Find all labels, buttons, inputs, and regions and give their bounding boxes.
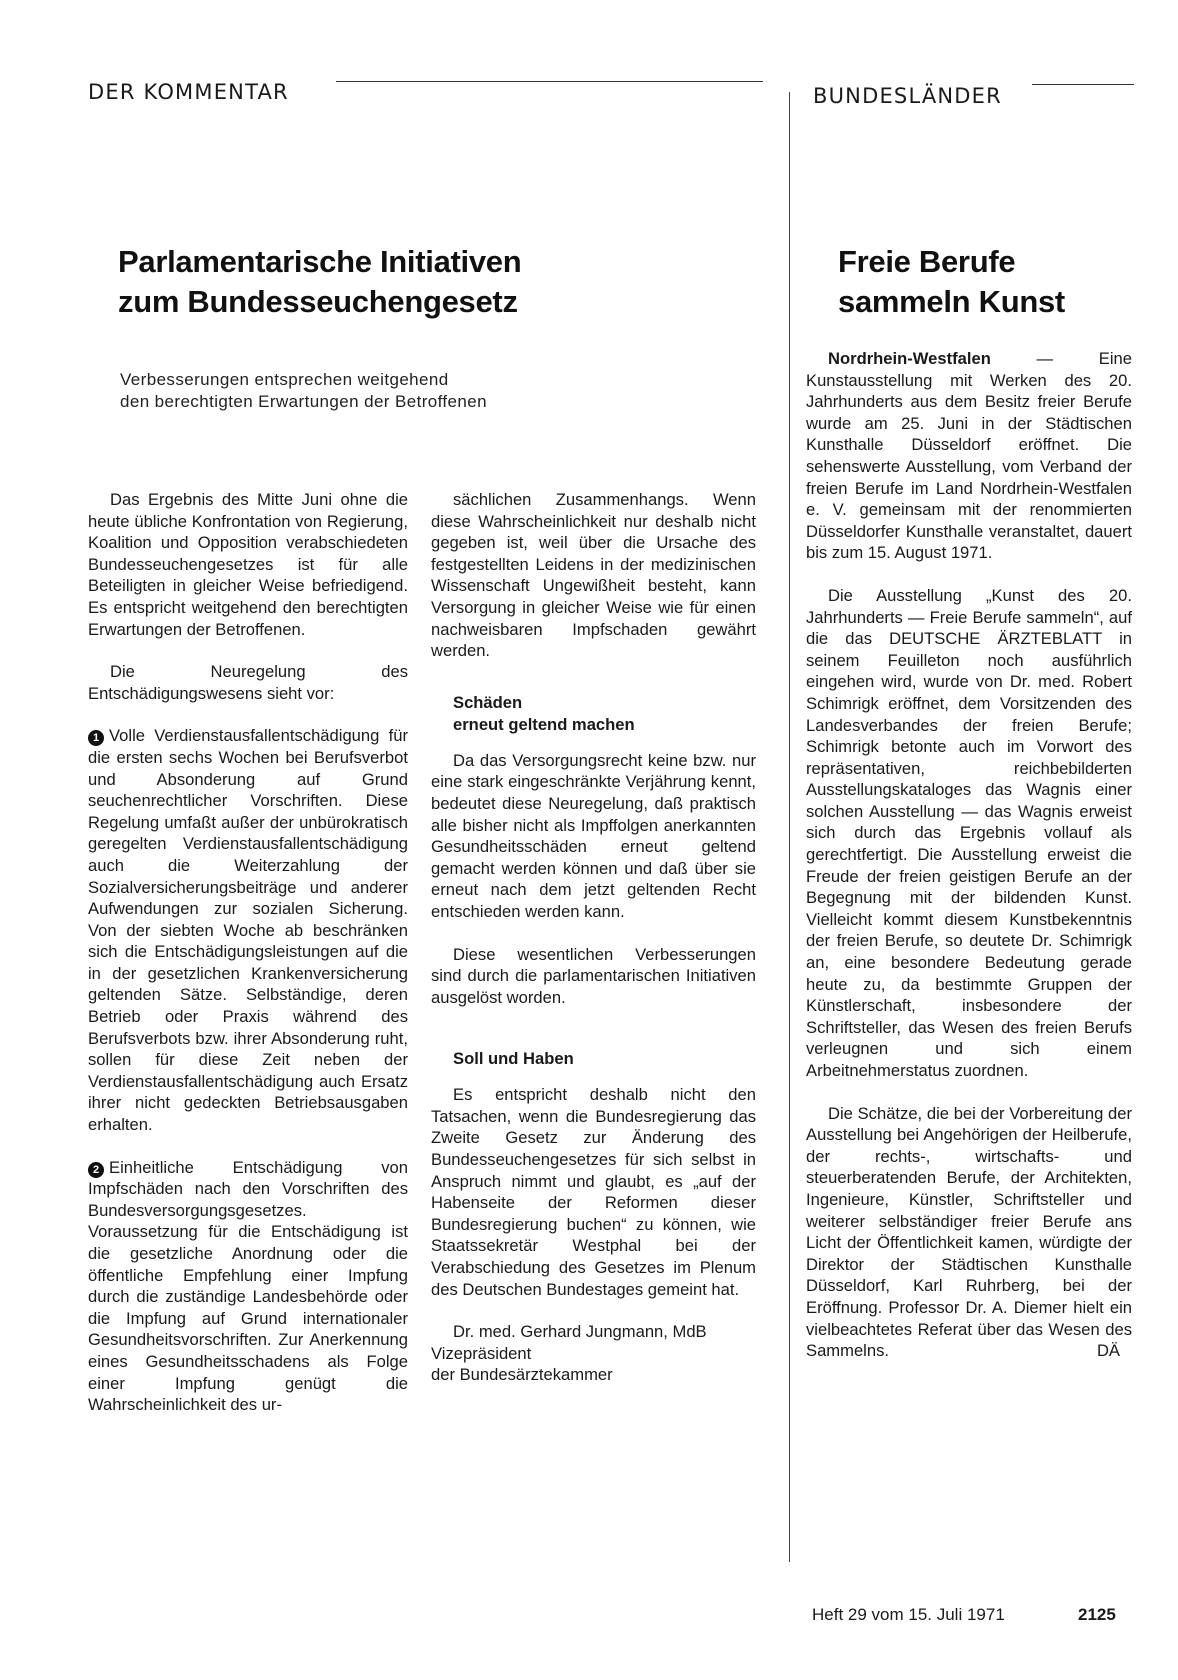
author-signature: Dr. med. Gerhard Jungmann, MdB Vizepräsident der Bundesärztekammer — [431, 1322, 707, 1385]
paragraph — [806, 348, 1132, 564]
article-deck-left: Verbesserungen entsprechen weitgehend den berechtigten Erwartungen der Betroffenen — [120, 370, 487, 411]
paragraph-text: — Eine Kunstausstellung mit Werken des 20. Jahrhunderts aus dem Besitz freier Berufe wurde am 25. Juni in der Städtischen Kunsthalle Düsseldorf eröffnet. Die sehenswerte Ausstellung, vom Verband der freien Berufe im Land Nordrhein-Westfalen e. V. gemeinsam mit der renommierten Düsseldorfer Kunsthalle veranstaltet, dauert bis zum 15. August 1971. — [806, 349, 1132, 563]
number-bullet-icon: 1 — [88, 730, 104, 746]
paragraph: Die Neuregelung des Entschädigungswesens sieht vor: — [88, 662, 408, 703]
dateline: Nordrhein-Westfalen — [828, 349, 991, 368]
list-item — [88, 725, 408, 1135]
paragraph-text: Die Schätze, die bei der Vorbereitung der Ausstellung bei Angehörigen der Heilberufe, der rechts-, wirtschafts- und steuerberatenden Berufe, der Architekten, Ingenieure, Künstler, Schriftsteller und weiterer selbständiger freier Berufe ans Licht der Öffentlichkeit kamen, würdigte der Direktor der Städtischen Kunsthalle Düsseldorf, Karl Ruhrberg, bei der Eröffnung. Professor Dr. A. Diemer hielt ein vielbeachtetes Referat über das Wesen des Sammelns. — [806, 1103, 1132, 1361]
left-article-column-1 — [88, 489, 408, 1437]
list-item-text: Volle Verdienstausfallentschädigung für die ersten sechs Wochen bei Berufsverbot und Absonderung auf Grund seuchenrechtlicher Vorschriften. Diese Regelung umfaßt außer der unbürokratisch geregelten Verdienstausfallentschädigung auch die Weiterzahlung der Sozialversicherungsbeiträge und anderer Aufwendungen zur sozialen Sicherung. Von der siebten Woche ab beschränken sich die Entschädigungsleistungen auf die in der gesetzlichen Krankenversicherung geltenden Sätze. Selbständige, deren Betrieb oder Praxis während des Berufsverbots bzw. ihrer Absonderung ruht, sollen für diese Zeit neben der Verdienstausfallentschädigung auch Ersatz ihrer nicht gedeckten Betriebsausgaben erhalten. — [88, 726, 408, 1135]
paragraph: Es entspricht deshalb nicht den Tatsachen, wenn die Bundesregierung das Zweite Gesetz zur Änderung des Bundesseuchengesetzes für sich selbst in Anspruch nimmt und glaubt, es „auf der Habenseite der Reformen dieser Bundesregierung buchen“ zu können, wie Staatssekretär Westphal bei der Verabschiedung des Gesetzes im Plenum des Deutschen Bundestages gemeint hat. — [431, 1085, 756, 1299]
left-article-column-2 — [431, 489, 756, 1407]
right-article-column — [806, 348, 1132, 1362]
section-label-bundeslaender: BUNDESLÄNDER — [813, 84, 1002, 108]
article-headline-left: Parlamentarische Initiativen zum Bundesseuchengesetz — [118, 244, 522, 319]
subheading: Soll und Haben — [453, 1049, 574, 1069]
number-bullet-icon: 2 — [88, 1162, 104, 1178]
paragraph — [806, 1103, 1132, 1362]
section-label-kommentar: DER KOMMENTAR — [88, 80, 289, 104]
paragraph: Das Ergebnis des Mitte Juni ohne die heute übliche Konfrontation von Regierung, Koalition und Opposition verabschiedeten Bundesseuchengesetzes ist für alle Beteiligten in gleicher Weise befriedigend. Es entspricht weitgehend den berechtigten Erwartungen der Betroffenen. — [88, 490, 408, 639]
section-rule-left — [336, 81, 763, 82]
page-number: 2125 — [1078, 1605, 1116, 1624]
paragraph: Diese wesentlichen Verbesserungen sind durch die parlamentarischen Initiativen ausgelöst worden. — [431, 944, 756, 1007]
author-initials: DÄ — [1096, 1341, 1120, 1361]
paragraph: sächlichen Zusammenhangs. Wenn diese Wahrscheinlichkeit nur deshalb nicht gegeben ist, weil über die Ursache des festgestellten Leidens in der medizinischen Wissenschaft Ungewißheit besteht, kann Versorgung in gleicher Weise wie für einen nachweisbaren Impfschaden gewährt werden. — [431, 490, 756, 661]
list-item — [88, 1157, 408, 1416]
section-rule-right — [1032, 84, 1134, 85]
paragraph: Da das Versorgungsrecht keine bzw. nur eine stark eingeschränkte Verjährung kennt, bedeutet diese Neuregelung, daß praktisch alle bisher nicht als Impffolgen anerkannten Gesundheitsschäden erneut geltend gemacht werden können und daß über sie erneut nach dem jetzt geltenden Recht entschieden werden kann. — [431, 750, 756, 921]
footer-issue: Heft 29 vom 15. Juli 1971 — [812, 1605, 1005, 1624]
article-headline-right: Freie Berufe sammeln Kunst — [838, 244, 1065, 319]
column-divider — [789, 92, 790, 1562]
subheading: Schäden erneut geltend machen — [453, 692, 635, 734]
list-item-text: Einheitliche Entschädigung von Impfschäden nach den Vorschriften des Bundesversorgungsgesetzes. Voraussetzung für die Entschädigung ist die gesetzliche Anordnung oder die öffentliche Empfehlung einer Impfung durch die zuständige Landesbehörde oder die Impfung auf Grund internationaler Gesundheitsvorschriften. Zur Anerkennung eines Gesundheitsschadens als Folge einer Impfung genügt die Wahrscheinlichkeit des ur- — [88, 1157, 408, 1415]
paragraph: Die Ausstellung „Kunst des 20. Jahrhunderts — Freie Berufe sammeln“, auf die das DEUTSCHE ÄRZTEBLATT in seinem Feuilleton noch ausführlich eingehen wird, wurde von Dr. med. Robert Schimrigk eröffnet, dem Vorsitzenden des Landesverbandes der freien Berufe; Schimrigk betonte auch im Vorwort des repräsentativen, reichbebilderten Ausstellungskataloges das Wagnis einer solchen Ausstellung — das Wagnis erweist sich durch das Ergebnis vollauf als gerechtfertigt. Die Ausstellung erweist die Freude der freien geistigen Berufe an der Begegnung mit der bildenden Kunst. Vielleicht kommt diesem Kunstbekenntnis der freien Berufe, so deutete Dr. Schimrigk an, eine besondere Bedeutung gerade heute zu, da bestimmte Gruppen der Künstlerschaft, insbesondere der Schriftsteller, das Wesen des freien Berufs verleugnen und sich einem Arbeitnehmerstatus zuordnen. — [806, 585, 1132, 1080]
